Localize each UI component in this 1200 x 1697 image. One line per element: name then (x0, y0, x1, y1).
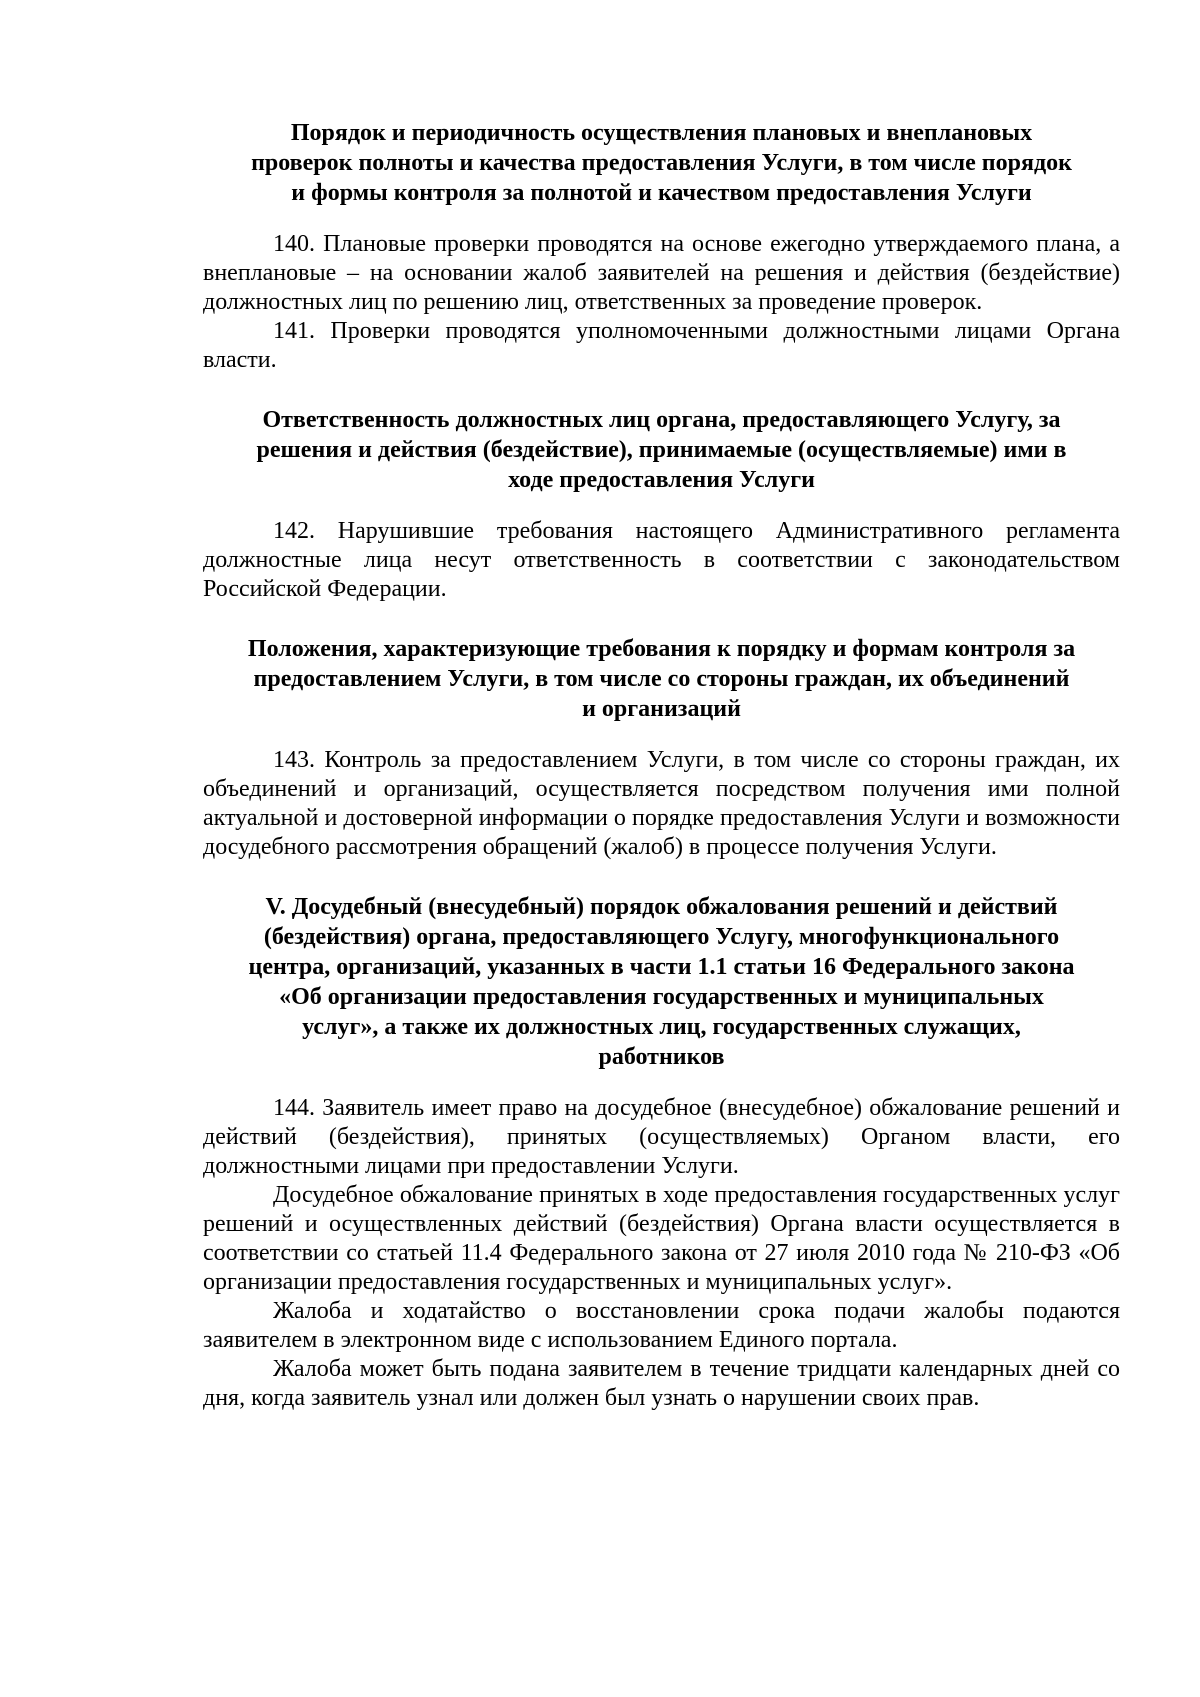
paragraph-143: 143. Контроль за предоставлением Услуги, в том числе со стороны граждан, их объединений и организаций, осуществляется посредством получения ими полной актуальной и достоверной информации о порядке предоставления Услуги и возможности досудебного рассмотрения обращений (жалоб) в процессе получения Услуги. (203, 747, 1120, 860)
heading-line: и формы контроля за полнотой и качеством предоставления Услуги (291, 180, 1032, 206)
heading-line: ходе предоставления Услуги (508, 467, 815, 493)
heading-line: услуг», а также их должностных лиц, государственных служащих, (302, 1014, 1021, 1040)
heading-line: Порядок и периодичность осуществления плановых и внеплановых (290, 120, 1033, 146)
heading-line: предоставлением Услуги, в том числе со стороны граждан, их объединений (253, 666, 1070, 692)
heading-line: центра, организаций, указанных в части 1.1 статьи 16 Федерального закона (248, 954, 1075, 980)
paragraph-appeal-procedure: Досудебное обжалование принятых в ходе предоставления государственных услуг решений и осуществленных действий (бездействия) Органа власти осуществляется в соответствии со статьей 11.4 Федерального закона от 27 июля 2010 года № 210-ФЗ «Об организации предоставления государственных и муниципальных услуг». (203, 1182, 1120, 1295)
heading-line: (бездействия) органа, предоставляющего Услугу, многофункционального (263, 924, 1060, 950)
heading-line: Ответственность должностных лиц органа, предоставляющего Услугу, за (262, 407, 1061, 433)
section-heading-control (213, 118, 1110, 208)
section-heading-responsibility (213, 405, 1110, 495)
heading-line: и организаций (582, 696, 741, 722)
heading-line: решения и действия (бездействие), принимаемые (осуществляемые) ими в (256, 437, 1067, 463)
heading-line: «Об организации предоставления государственных и муниципальных (279, 984, 1044, 1010)
heading-line: V. Досудебный (внесудебный) порядок обжалования решений и действий (265, 894, 1058, 920)
document-page (203, 118, 1120, 1413)
paragraph-complaint-submission: Жалоба и ходатайство о восстановлении срока подачи жалобы подаются заявителем в электронном виде с использованием Единого портала. (203, 1298, 1120, 1353)
paragraph-141: 141. Проверки проводятся уполномоченными должностными лицами Органа власти. (203, 318, 1120, 373)
heading-line: работников (598, 1044, 725, 1070)
heading-line: проверок полноты и качества предоставления Услуги, в том числе порядок (251, 150, 1072, 176)
heading-line: Положения, характеризующие требования к порядку и формам контроля за (247, 636, 1076, 662)
section-heading-provisions (213, 634, 1110, 724)
paragraph-140: 140. Плановые проверки проводятся на основе ежегодно утверждаемого плана, а внеплановые – на основании жалоб заявителей на решения и действия (бездействие) должностных лиц по решению лиц, ответственных за проведение проверок. (203, 231, 1120, 315)
paragraph-144: 144. Заявитель имеет право на досудебное (внесудебное) обжалование решений и действий (бездействия), принятых (осуществляемых) Органом власти, его должностными лицами при предоставлении Услуги. (203, 1095, 1120, 1179)
section-heading-appeal (213, 892, 1110, 1072)
paragraph-complaint-deadline: Жалоба может быть подана заявителем в течение тридцати календарных дней со дня, когда заявитель узнал или должен был узнать о нарушении своих прав. (203, 1356, 1120, 1411)
paragraph-142: 142. Нарушившие требования настоящего Административного регламента должностные лица несут ответственность в соответствии с законодательством Российской Федерации. (203, 518, 1120, 602)
